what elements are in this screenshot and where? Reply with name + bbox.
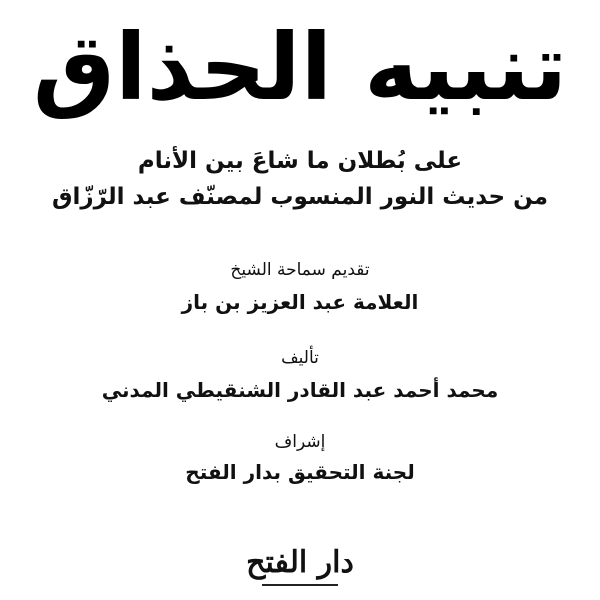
publisher-logo: دار الفتح [246,545,354,580]
subtitle-line-2: من حديث النور المنسوب لمصنّف عبد الرّزّاق [51,184,549,210]
subtitle-line-1: على بُطلان ما شاعَ بين الأنام [137,148,463,174]
introduction-label: تقديم سماحة الشيخ [230,260,370,280]
author-name: محمد أحمد عبد القادر الشنقيطي المدني [101,378,499,402]
introduction-name: العلامة عبد العزيز بن باز [181,290,419,314]
publisher-underline [262,584,338,586]
authorship-label: تأليف [281,348,319,368]
supervision-label: إشراف [274,432,326,452]
book-title: تنبيه الحذاق [32,14,568,121]
supervisor-name: لجنة التحقيق بدار الفتح [185,460,415,484]
